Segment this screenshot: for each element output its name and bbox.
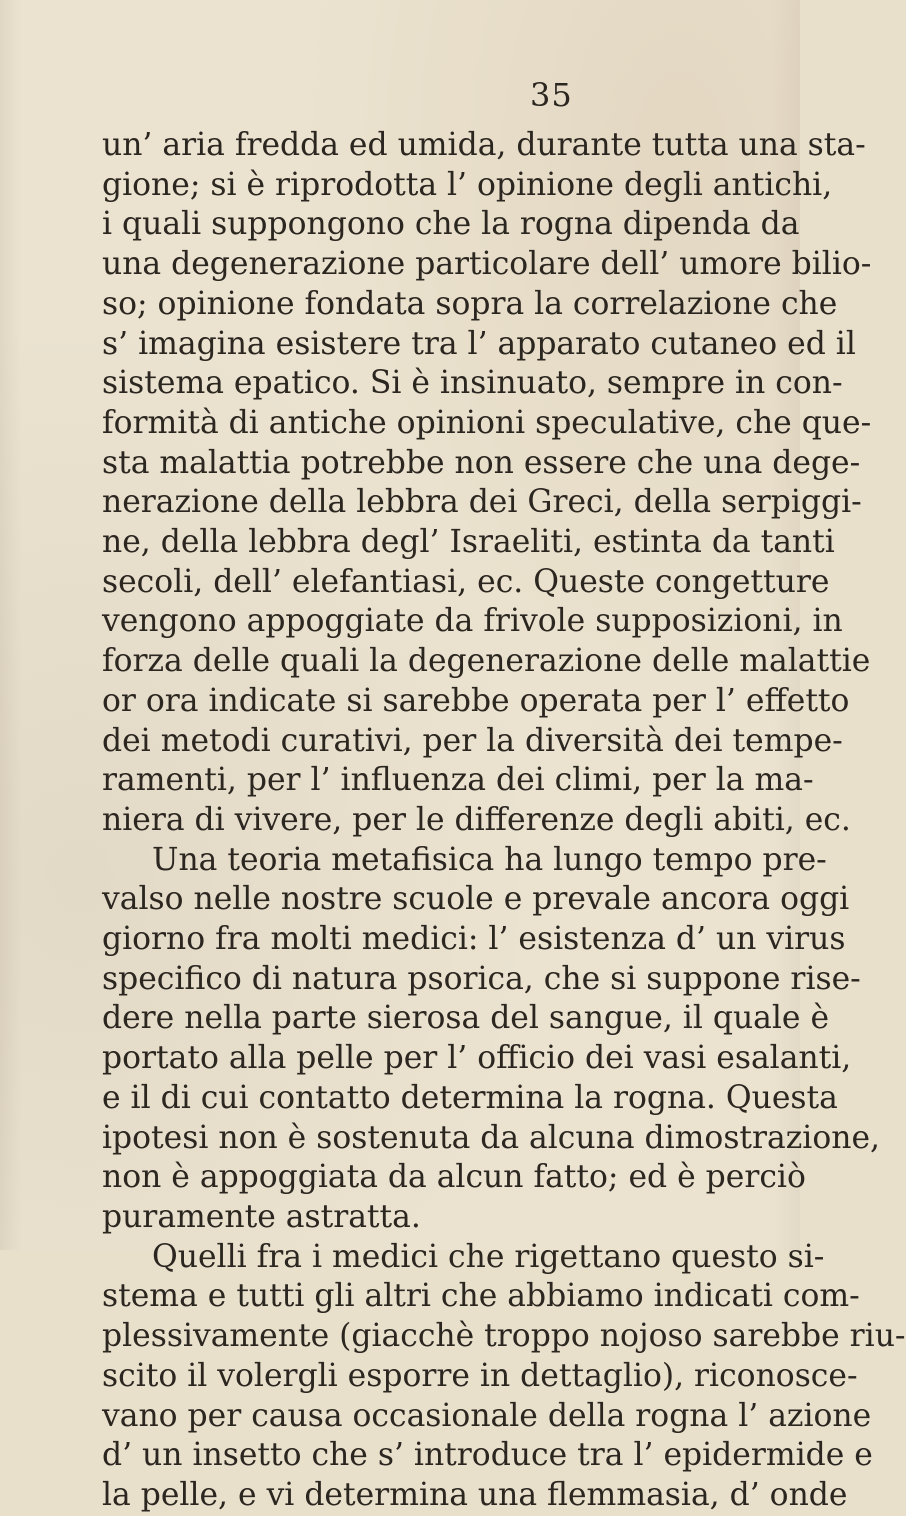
text-line: dei metodi curativi, per la diversità dei tempe- bbox=[102, 722, 843, 759]
text-line: scito il volergli esporre in dettaglio), riconosce- bbox=[102, 1357, 858, 1394]
paragraph-start-line: Quelli fra i medici che rigettano questo si- bbox=[152, 1238, 825, 1275]
text-line: ipotesi non è sostenuta da alcuna dimostrazione, bbox=[102, 1119, 881, 1156]
text-line: d’ un insetto che s’ introduce tra l’ epidermide e bbox=[102, 1437, 873, 1474]
text-line: nerazione della lebbra dei Greci, della serpiggi- bbox=[102, 484, 862, 521]
text-line: ne, della lebbra degl’ Israeliti, estinta da tanti bbox=[102, 524, 835, 561]
text-line: valso nelle nostre scuole e prevale ancora oggi bbox=[102, 881, 850, 918]
text-line: portato alla pelle per l’ officio dei vasi esalanti, bbox=[102, 1040, 852, 1077]
text-line: la pelle, e vi determina una flemmasia, d’ onde bbox=[102, 1476, 848, 1513]
text-line: vengono appoggiate da frivole supposizioni, in bbox=[102, 603, 843, 640]
text-line: formità di antiche opinioni speculative, che que- bbox=[102, 404, 872, 441]
text-line: una degenerazione particolare dell’ umore bilio- bbox=[102, 246, 872, 283]
text-line: sistema epatico. Si è insinuato, sempre in con- bbox=[102, 365, 843, 402]
text-line: e il di cui contatto determina la rogna. Questa bbox=[102, 1079, 838, 1116]
body-text bbox=[102, 126, 906, 1516]
paragraph-start-line: Una teoria metafisica ha lungo tempo pre- bbox=[152, 841, 827, 878]
text-line: forza delle quali la degenerazione delle malattie bbox=[102, 643, 871, 680]
text-line: dere nella parte sierosa del sangue, il quale è bbox=[102, 1000, 830, 1037]
text-line: un’ aria fredda ed umida, durante tutta una sta- bbox=[102, 127, 866, 163]
text-line: giorno fra molti medici: l’ esistenza d’ un virus bbox=[102, 921, 846, 958]
text-line: vano per causa occasionale della rogna l’ azione bbox=[102, 1397, 872, 1434]
text-line: sta malattia potrebbe non essere che una dege- bbox=[102, 444, 861, 481]
text-line: niera di vivere, per le differenze degli abiti, ec. bbox=[102, 801, 851, 838]
text-line: so; opinione fondata sopra la correlazione che bbox=[102, 285, 838, 322]
text-line: specifico di natura psorica, che si suppone rise- bbox=[102, 960, 861, 997]
text-line: non è appoggiata da alcun fatto; ed è perciò bbox=[102, 1159, 806, 1196]
paragraph-end-line: puramente astratta. bbox=[102, 1198, 421, 1235]
text-line: plessivamente (giacchè troppo nojoso sarebbe riu- bbox=[102, 1318, 906, 1355]
text-line: stema e tutti gli altri che abbiamo indicati com- bbox=[102, 1278, 860, 1315]
text-line: secoli, dell’ elefantiasi, ec. Queste congetture bbox=[102, 563, 830, 600]
text-line: or ora indicate si sarebbe operata per l’ effetto bbox=[102, 682, 850, 719]
text-line: i quali suppongono che la rogna dipenda da bbox=[102, 206, 800, 243]
text-line: s’ imagina esistere tra l’ apparato cutaneo ed il bbox=[102, 325, 856, 362]
text-line: ramenti, per l’ influenza dei climi, per la ma- bbox=[102, 762, 814, 799]
text-line: gione; si è riprodotta l’ opinione degli antichi, bbox=[102, 166, 833, 203]
page-number: 35 bbox=[530, 76, 573, 114]
